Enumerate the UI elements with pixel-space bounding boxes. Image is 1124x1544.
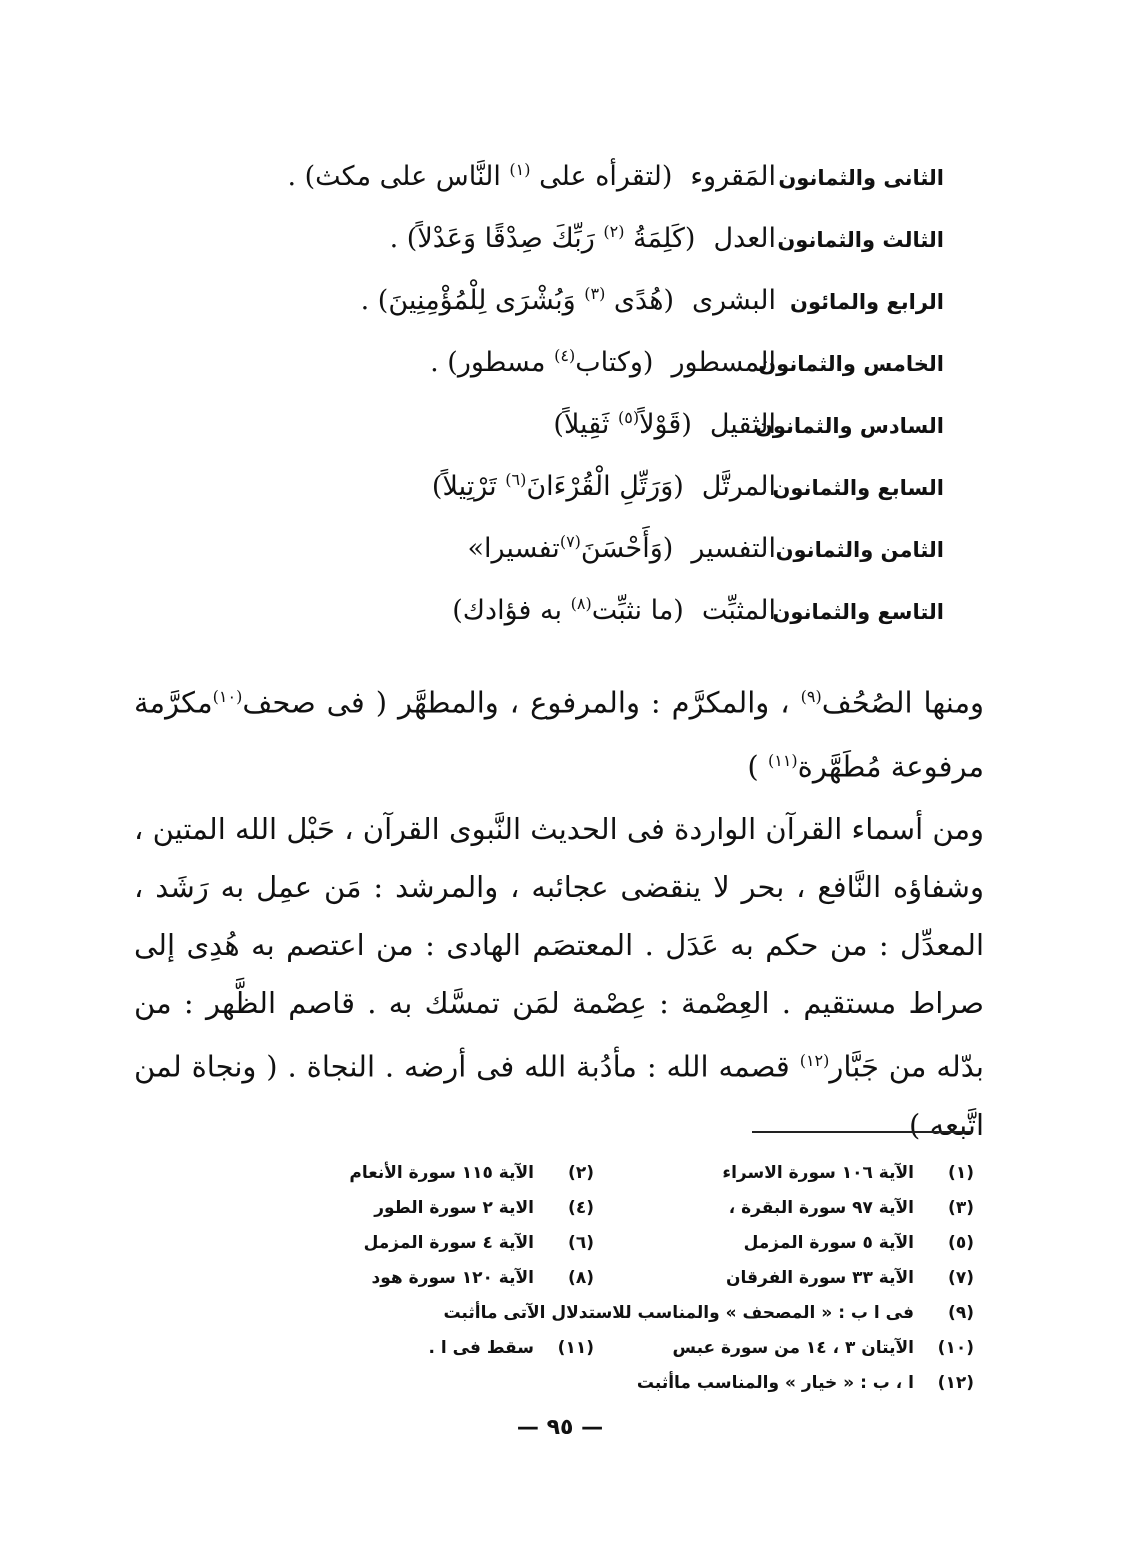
name-word: المَقروء [690,161,776,192]
name-entry [144,532,944,594]
verse-text: (وكتاب [575,347,654,378]
name-ordinal: الثالث والثمانون [777,228,944,252]
footnote-separator [752,1131,972,1133]
verse-text: وَبُشْرَى لِلْمُؤْمِنِينَ) . [360,285,576,316]
footnote-ref: (٧) [559,532,581,551]
footnote-number: (٨) [568,1267,594,1288]
footnote [214,1268,594,1288]
footnote-number: (١١) [557,1337,594,1358]
name-entry [144,222,944,284]
name-ordinal: الثامن والثمانون [775,538,944,562]
name-word: الثقيل [709,409,776,440]
name-ordinal: السادس والثمانون [754,414,944,438]
name-verse [468,532,674,564]
verse-text: (هُدًى [613,285,674,316]
verse-text: ثَقِيلاً) [553,409,610,440]
verse-text: تَرْتِيلاً) [431,471,497,502]
footnote-ref: (٥) [617,408,640,427]
footnote-text: الآية ٣٣ سورة الفرقان [726,1267,914,1288]
footnote-number: (٢) [568,1162,594,1183]
footnote [594,1233,974,1253]
name-entry [144,594,944,656]
footnote [637,1373,974,1393]
footnotes [214,1155,974,1400]
verse-text: (لتقرأه على [539,161,673,192]
name-ordinal: الخامس والثمانون [758,352,944,376]
footnote-ref: (٢) [603,222,625,241]
footnote-text: الآية ٩٧ سورة البقرة ، [728,1197,914,1218]
name-verse [553,408,691,440]
footnote [214,1233,594,1253]
verse-text: به فؤادك) [452,595,563,626]
footnote-text: الاية ٢ سورة الطور [374,1197,534,1218]
footnote-text: سقط فى ا . [428,1337,534,1358]
footnote [214,1163,594,1183]
name-word: العدل [713,223,776,254]
paragraph-text: ، والمكرَّم : والمرفوع ، والمطهَّر ( فى صحف [242,685,790,720]
footnote-row [214,1260,974,1295]
footnote-text: الآية ٤ سورة المزمل [363,1232,534,1253]
paragraph-hadith-names [134,800,984,1154]
footnote-number: (١٢) [937,1372,974,1393]
name-verse [390,222,696,254]
paragraph-text: ومن أسماء القرآن الواردة فى الحديث النَّبوى القرآن ، حَبْل الله المتين ، وشفاؤه النَّافع ، بحر لا ينقضى عجائبه ، والمرشد : مَن عمِل به رَشَد ، المعدِّل : من حكم به عَدَل . المعتصَم الهادى : من اعتصم به هُدِى إلى صراط مستقيم . العِصْمة : عِصْمة لمَن تمسَّك به . قاصم الظَّهر : من بدّله من جَبَّار [134,812,984,1084]
footnote-ref: (١٢) [799,1051,830,1070]
footnote-text: فى ا ب : « المصحف » والمناسب للاستدلال الآتى ماأثبت [443,1302,914,1323]
verse-text: تفسيرا» [467,533,560,564]
footnote-ref: (١٠) [212,687,243,706]
footnote-text: الآية ١٢٠ سورة هود [371,1267,534,1288]
footnote-number: (٧) [948,1267,974,1288]
verse-text: رَبِّكَ صِدْقًا وَعَدْلاً) . [389,223,595,254]
footnote [214,1198,594,1218]
footnote-text: الآية ٥ سورة المزمل [743,1232,914,1253]
footnote-row [214,1155,974,1190]
footnote-number: (٩) [948,1302,974,1323]
page-number: — ٩٥ — [516,1415,604,1440]
name-ordinal: السابع والثمانون [772,476,944,500]
paragraph-suhuf [134,668,984,795]
footnote-row [214,1190,974,1225]
verse-text: (وَرَتِّلِ الْقُرْءَانَ [526,471,684,502]
name-verse [430,346,653,378]
footnote-text: ا ، ب : « خيار » والمناسب ماأثبت [636,1372,914,1393]
paragraph-text: مكرَّمة مرفوعة مُطَهَّرة [134,685,984,784]
name-word: المرتَّل [701,471,776,502]
name-entry [144,160,944,222]
footnote-ref: (٤) [554,346,576,365]
name-word: المسطور [671,347,776,378]
verse-text: النَّاس على مكث) . [287,161,501,192]
name-entry [144,470,944,532]
footnote [594,1198,974,1218]
footnote [594,1163,974,1183]
verse-text: (ما نثبِّت [591,595,684,626]
verse-text: مسطور) . [430,347,546,378]
verse-text: (كَلِمَةُ [633,223,696,254]
name-verse [432,470,684,502]
name-verse [287,160,672,192]
name-entry [144,408,944,470]
footnote [214,1338,594,1358]
name-verse [361,284,674,316]
name-ordinal: الرابع والمائون [790,290,944,314]
paragraph-text: ومنها الصُحُف [821,685,984,720]
footnote-ref: (١١) [767,750,798,770]
quran-names-list [144,160,944,656]
footnote-number: (٤) [568,1197,594,1218]
footnote [443,1303,974,1323]
footnote-row [214,1225,974,1260]
name-entry [144,346,944,408]
footnote-number: (١) [948,1162,974,1183]
footnote-number: (١٠) [937,1337,974,1358]
footnote-ref: (٣) [584,284,606,303]
name-verse [452,594,684,626]
footnote-ref: (١) [509,160,531,179]
name-ordinal: التاسع والثمانون [772,600,944,624]
footnote-text: الآيتان ٣ ، ١٤ من سورة عبس [672,1337,914,1358]
footnote-row [214,1365,974,1400]
footnote-ref: (٦) [505,470,527,489]
verse-text: (وَأَحْسَنَ [580,533,674,564]
footnote [594,1338,974,1358]
footnote-number: (٣) [948,1197,974,1218]
footnote-text: الآية ١٠٦ سورة الاسراء [722,1162,914,1183]
footnote-row [214,1295,974,1330]
footnote-text: الآية ١١٥ سورة الأنعام [349,1162,534,1183]
paragraph-text: ) [747,749,759,784]
footnote-ref: (٩) [800,687,822,706]
name-entry [144,284,944,346]
name-word: المثبِّت [701,595,776,626]
name-ordinal: الثانى والثمانون [778,166,944,190]
footnote-ref: (٨) [570,594,592,613]
footnote-number: (٥) [948,1232,974,1253]
footnote-row [214,1330,974,1365]
footnote [594,1268,974,1288]
verse-text: (قَوْلاً [639,409,692,440]
paragraph-text: قصمه الله : مأدُبة الله فى أرضه . النجاة . ( ونجاة لمن اتَّبعه ) [134,1049,984,1142]
name-word: التفسير [691,533,776,564]
name-word: البشرى [692,285,776,316]
footnote-number: (٦) [568,1232,594,1253]
